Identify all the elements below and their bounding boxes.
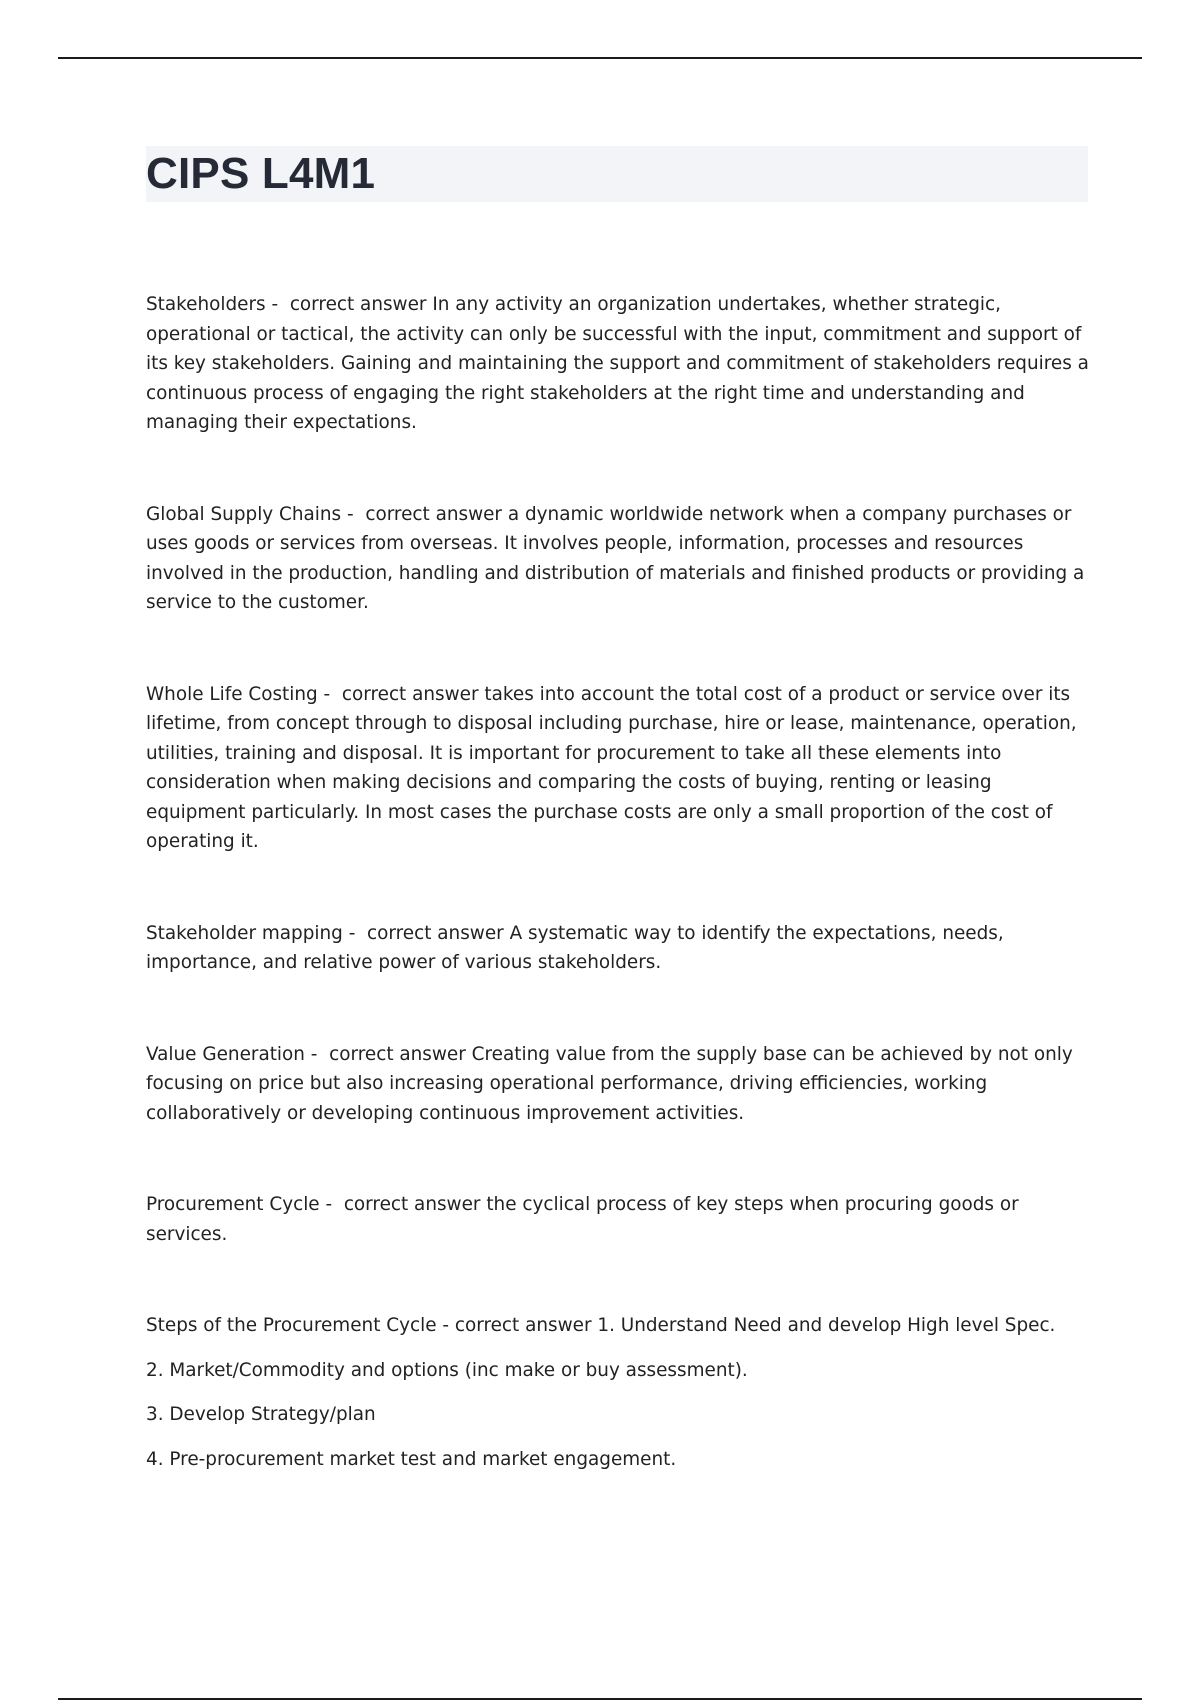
entry-term: Stakeholder mapping <box>146 922 343 944</box>
entry-term: Value Generation <box>146 1043 305 1065</box>
qa-entry: Stakeholders - correct answer In any activity an organization undertakes, whether strategic, operational or tactical, the activity can only be successful with the input, commitment and support of its key stakeholders. Gaining and maintaining the support and commitment of stakeholders requires a continuous process of engaging the right stakeholders at the right time and understanding and managing their expectations. <box>146 294 1089 433</box>
entry-answer: the cyclical process of key steps when procuring goods or services. <box>146 1194 1019 1245</box>
answer-label: correct answer <box>329 1043 466 1065</box>
answer-label: correct answer <box>343 1194 481 1215</box>
document-body <box>146 290 1096 1489</box>
qa-entry: Stakeholder mapping - correct answer A systematic way to identify the expectations, needs, importance, and relative power of various stakeholders. <box>146 922 1004 973</box>
entry-answer: A systematic way to identify the expectations, needs, importance, and relative power of various stakeholders. <box>146 922 1004 973</box>
entry-answer: a dynamic worldwide network when a company purchases or uses goods or services from overseas. It involves people, information, processes and resources involved in the production, handling and distribution of materials and finished products or providing a service to the customer. <box>146 503 1085 613</box>
top-rule <box>58 57 1142 59</box>
qa-entry: Steps of the Procurement Cycle - correct answer 1. Understand Need and develop High level Spec. <box>146 1315 1056 1336</box>
step-line: 3. Develop Strategy/plan <box>146 1404 376 1425</box>
entry-term: Procurement Cycle <box>146 1194 320 1215</box>
entry-answer: takes into account the total cost of a product or service over its lifetime, from concept through to disposal including purchase, hire or lease, maintenance, operation, utilities, training and disposal. It is important for procurement to take all these elements into consideration when making decisions and comparing the costs of buying, renting or leasing equipment particularly. In most cases the purchase costs are only a small proportion of the cost of operating it. <box>146 683 1077 852</box>
qa-entry: Global Supply Chains - correct answer a dynamic worldwide network when a company purchases or uses goods or services from overseas. It involves people, information, processes and resources involved in the production, handling and distribution of materials and finished products or providing a service to the customer. <box>146 503 1085 613</box>
entry-term: Global Supply Chains <box>146 503 342 525</box>
answer-label: correct answer <box>454 1315 592 1336</box>
answer-label: correct answer <box>341 683 479 705</box>
step-line: 2. Market/Commodity and options (inc make or buy assessment). <box>146 1359 748 1381</box>
entry-term: Stakeholders <box>146 294 266 315</box>
entry-answer: Creating value from the supply base can be achieved by not only focusing on price but also increasing operational performance, driving efficiencies, working collaboratively or developing continuous improvement activities. <box>146 1043 1073 1124</box>
step-line: 4. Pre-procurement market test and market engagement. <box>146 1448 677 1470</box>
answer-label: correct answer <box>365 503 502 525</box>
qa-entry: Procurement Cycle - correct answer the cyclical process of key steps when procuring goods or services. <box>146 1194 1019 1245</box>
entry-term: Steps of the Procurement Cycle <box>146 1315 437 1336</box>
entry-answer: In any activity an organization undertakes, whether strategic, operational or tactical, the activity can only be successful with the input, commitment and support of its key stakeholders. Gaining and maintaining the support and commitment of stakeholders requires a continuous process of engaging the right stakeholders at the right time and understanding and managing their expectations. <box>146 294 1089 433</box>
entry-answer: 1. Understand Need and develop High level Spec. <box>597 1315 1056 1336</box>
qa-entry: Whole Life Costing - correct answer takes into account the total cost of a product or service over its lifetime, from concept through to disposal including purchase, hire or lease, maintenance, operation, utilities, training and disposal. It is important for procurement to take all these elements into consideration when making decisions and comparing the costs of buying, renting or leasing equipment particularly. In most cases the purchase costs are only a small proportion of the cost of operating it. <box>146 683 1077 852</box>
qa-entry: Value Generation - correct answer Creating value from the supply base can be achieved by not only focusing on price but also increasing operational performance, driving efficiencies, working collaboratively or developing continuous improvement activities. <box>146 1043 1073 1124</box>
document-title: CIPS L4M1 <box>146 149 376 198</box>
answer-label: correct answer <box>367 922 504 944</box>
entry-term: Whole Life Costing <box>146 683 318 705</box>
answer-label: correct answer <box>289 294 427 315</box>
